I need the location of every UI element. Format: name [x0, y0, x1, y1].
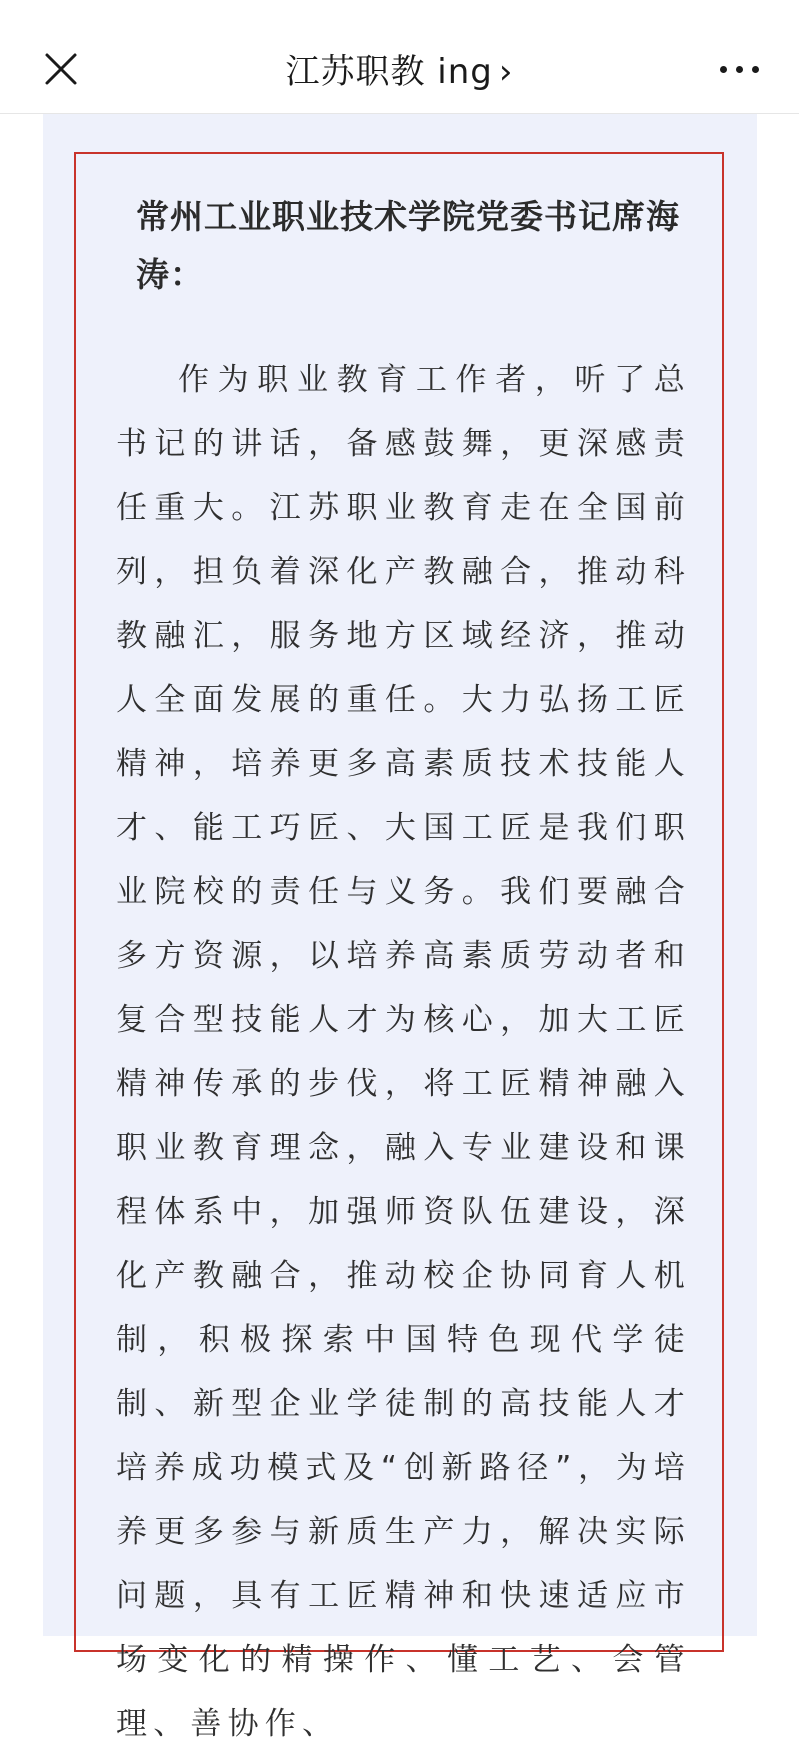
- more-icon-dot: [752, 66, 759, 73]
- top-navigation-bar: [0, 0, 799, 114]
- more-icon: [720, 66, 727, 73]
- quote-paragraph: 作为职业教育工作者，听了总书记的讲话，备感鼓舞，更深感责任重大。江苏职业教育走在全国前列，担负着深化产教融合，推动科教融汇，服务地方区域经济，推动人全面发展的重任。大力弘扬工匠精神，培养更多高素质技术技能人才、能工巧匠、大国工匠是我们职业院校的责任与义务。我们要融合多方资源，以培养高素质劳动者和复合型技能人才为核心，加大工匠精神传承的步伐，将工匠精神融入职业教育理念，融入专业建设和课程体系中，加强师资队伍建设，深化产教融合，推动校企协同育人机制，积极探索中国特色现代学徒制、新型企业学徒制的高技能人才培养成功模式及“创新路径”，为培养更多参与新质生产力，解决实际问题，具有工匠精神和快速适应市场变化的精操作、懂工艺、会管理、善协作、: [116, 362, 691, 1742]
- account-title-link[interactable]: [0, 44, 799, 93]
- more-icon-dot: [736, 66, 743, 73]
- speaker-heading: 常州工业职业技术学院党委书记席海涛：: [136, 197, 680, 294]
- more-options-button[interactable]: [709, 56, 769, 82]
- chevron-right-icon: ›: [498, 52, 514, 92]
- account-title: 江苏职教 ing: [285, 52, 493, 92]
